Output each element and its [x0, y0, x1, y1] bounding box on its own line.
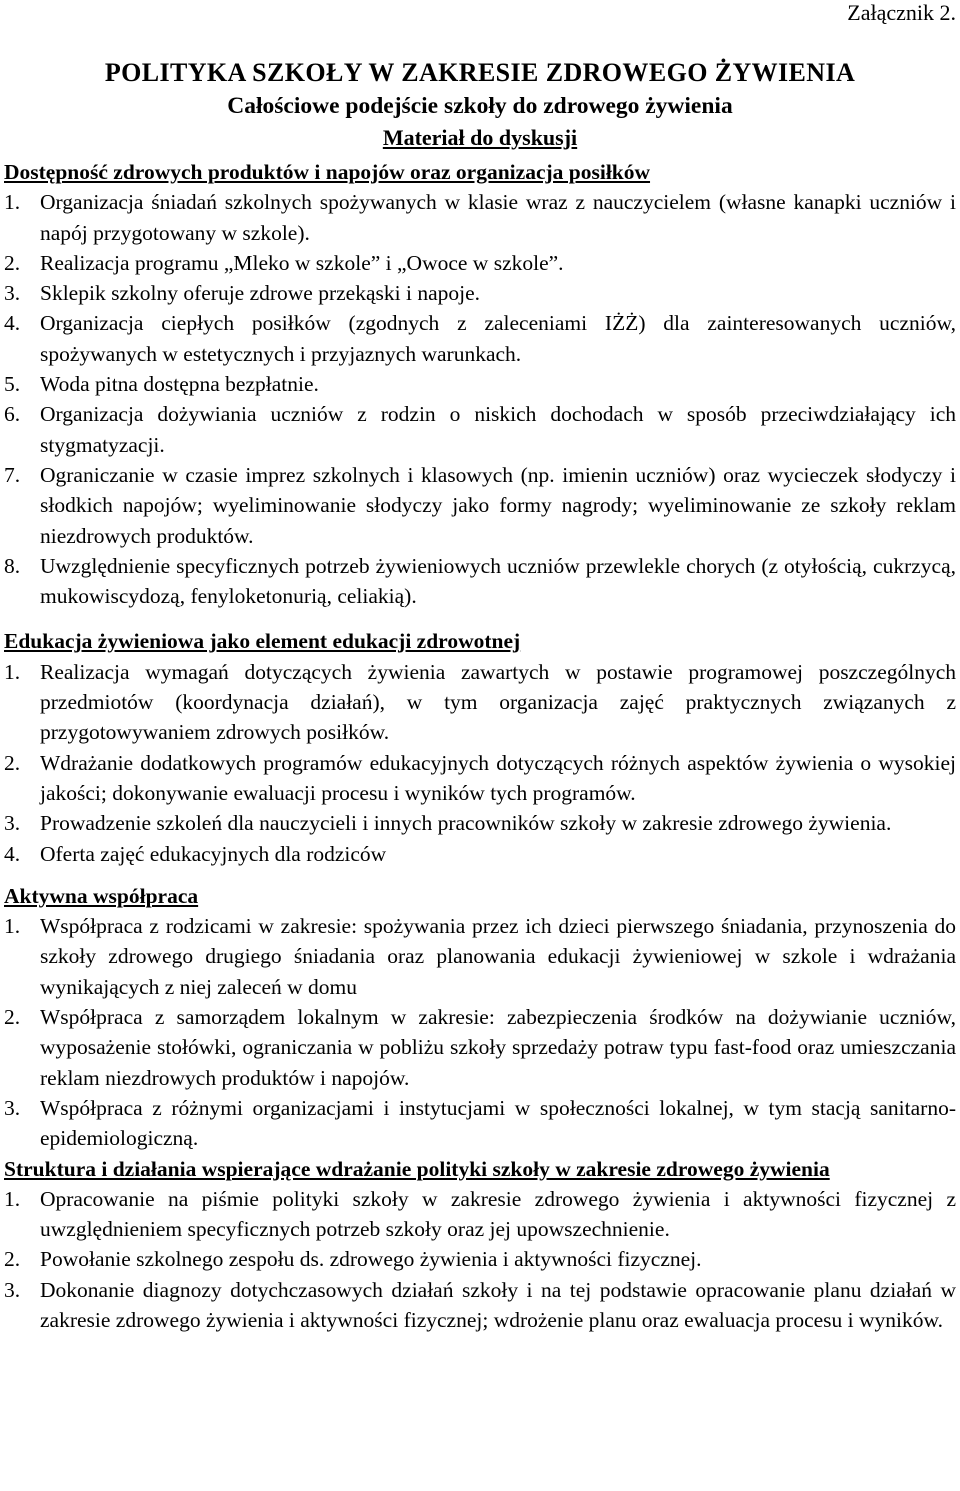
list-item [4, 308, 956, 369]
item-number: 8. [4, 553, 21, 578]
item-number: 1. [4, 659, 21, 684]
item-number: 1. [4, 1186, 21, 1211]
item-text: Woda pitna dostępna bezpłatnie. [40, 372, 319, 397]
item-number: 3. [4, 281, 21, 306]
list-item [4, 808, 956, 838]
item-number: 4. [4, 841, 21, 866]
list-item [4, 748, 956, 809]
item-text: Realizacja programu „Mleko w szkole” i „Owoce w szkole”. [40, 250, 564, 275]
list-item [4, 1184, 956, 1245]
item-text: Ograniczanie w czasie imprez szkolnych i klasowych (np. imienin uczniów) oraz wycieczek słodyczy i słodkich napojów; wyeliminowanie słodyczy jako formy nagrody; wyeliminowanie ze szkoły reklam niezdrowych produktów. [40, 462, 956, 548]
section-heading: Dostępność zdrowych produktów i napojów oraz organizacja posiłków [4, 160, 651, 184]
item-text: Prowadzenie szkoleń dla nauczycieli i innych pracowników szkoły w zakresie zdrowego żywienia. [40, 811, 892, 836]
item-number: 6. [4, 402, 21, 427]
item-number: 2. [4, 1005, 21, 1030]
item-text: Opracowanie na piśmie polityki szkoły w zakresie zdrowego żywienia i aktywności fizycznej z uwzględnieniem specyficznych potrzeb szkoły oraz jej upowszechnienie. [40, 1186, 956, 1242]
item-text: Organizacja śniadań szkolnych spożywanych w klasie wraz z nauczycielem (własne kanapki uczniów i napój przygotowany w szkole). [40, 190, 956, 245]
list-item [4, 1002, 956, 1093]
section-nutrition-education [4, 626, 956, 868]
section-support-structure [4, 1154, 956, 1336]
item-text: Organizacja dożywiania uczniów z rodzin o niskich dochodach w sposób przeciwdziałający ich stygmatyzacji. [40, 402, 956, 457]
item-number: 2. [4, 750, 21, 775]
list-item [4, 551, 956, 612]
item-number: 4. [4, 311, 21, 336]
item-number: 1. [4, 190, 21, 215]
item-text: Realizacja wymagań dotyczących żywienia zawartych w postawie programowej poszczególnych przedmiotów (koordynacja działań), w tym organizacja zajęć praktycznych związanych z przygotowywaniem zdrowych posiłków. [40, 659, 956, 745]
list-item [4, 460, 956, 551]
section-heading: Aktywna współpraca [4, 883, 199, 908]
section-active-cooperation [4, 881, 956, 1154]
item-text: Współpraca z różnymi organizacjami i instytucjami w społeczności lokalnej, w tym stacją sanitarno-epidemiologiczną. [40, 1095, 956, 1151]
list-item [4, 1275, 956, 1336]
item-list [4, 1184, 956, 1335]
section-heading: Edukacja żywieniowa jako element edukacji zdrowotnej [4, 629, 521, 654]
section-heading: Struktura i działania wspierające wdrażanie polityki szkoły w zakresie zdrowego żywienia [4, 1156, 830, 1181]
item-text: Sklepik szkolny oferuje zdrowe przekąski i napoje. [40, 281, 481, 306]
list-item [4, 248, 956, 278]
list-item [4, 278, 956, 308]
item-number: 3. [4, 1095, 21, 1120]
document-title: POLITYKA SZKOŁY W ZAKRESIE ZDROWEGO ŻYWIENIA [104, 58, 856, 87]
list-item [4, 187, 956, 248]
list-item [4, 657, 956, 748]
item-text: Powołanie szkolnego zespołu ds. zdrowego żywienia i aktywności fizycznej. [40, 1247, 702, 1272]
list-item [4, 839, 956, 869]
list-item [4, 911, 956, 1002]
list-item [4, 1093, 956, 1154]
item-text: Wdrażanie dodatkowych programów edukacyjnych dotyczących różnych aspektów żywienia o wysokiej jakości; dokonywanie ewaluacji procesu i wyników tych programów. [40, 750, 956, 805]
annex-label: Załącznik 2. [847, 0, 956, 25]
list-item [4, 399, 956, 460]
section-availability [4, 157, 956, 611]
item-text: Organizacja ciepłych posiłków (zgodnych z zaleceniami IŻŻ) dla zainteresowanych uczniów, spożywanych w estetycznych i przyjaznych warunkach. [40, 311, 956, 366]
item-number: 3. [4, 1277, 21, 1302]
item-list [4, 657, 956, 869]
material-label: Materiał do dyskusji [382, 125, 578, 150]
item-number: 5. [4, 372, 21, 397]
item-number: 2. [4, 250, 21, 275]
item-text: Współpraca z samorządem lokalnym w zakresie: zabezpieczenia środków na dożywianie uczniów, wyposażenie stołówki, ograniczania w pobliżu szkoły sprzedaży potraw typu fast-food oraz umieszczania reklam niezdrowych produktów i napojów. [40, 1005, 956, 1090]
item-list [4, 911, 956, 1153]
item-list [4, 187, 956, 611]
item-number: 1. [4, 914, 21, 939]
item-number: 7. [4, 462, 21, 487]
item-number: 2. [4, 1247, 21, 1272]
item-text: Dokonanie diagnozy dotychczasowych działań szkoły i na tej podstawie opracowanie planu działań w zakresie zdrowego żywienia i aktywności fizycznej; wdrożenie planu oraz ewaluacja procesu i wyników. [40, 1277, 956, 1332]
item-text: Oferta zajęć edukacyjnych dla rodziców [40, 841, 387, 866]
item-text: Uwzględnienie specyficznych potrzeb żywieniowych uczniów przewlekle chorych (z otyłością, cukrzycą, mukowiscydozą, fenyloketonurią, celiakią). [40, 553, 956, 609]
list-item [4, 369, 956, 399]
document-subtitle: Całościowe podejście szkoły do zdrowego żywienia [227, 93, 733, 119]
item-number: 3. [4, 811, 21, 836]
item-text: Współpraca z rodzicami w zakresie: spożywania przez ich dzieci pierwszego śniadania, przynoszenia do szkoły zdrowego drugiego śniadania oraz planowania edukacji żywieniowej w szkole i wdrażania wynikających z niej zaleceń w domu [40, 914, 956, 999]
list-item [4, 1244, 956, 1274]
